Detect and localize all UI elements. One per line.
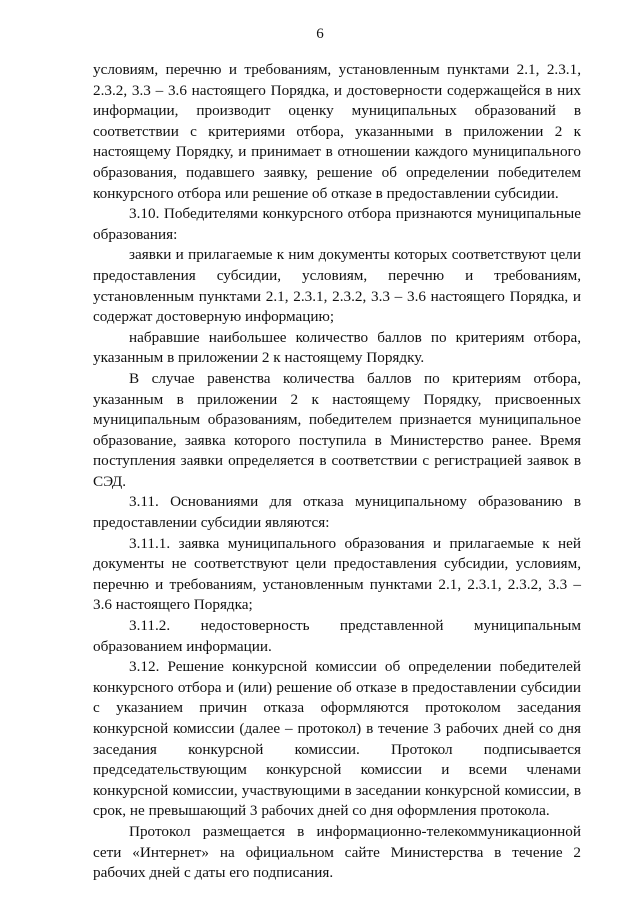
paragraph-3-11-2: 3.11.2. недостоверность представленной муниципальным образованием информации. <box>93 617 581 655</box>
paragraph-3-10-tie-rule: В случае равенства количества баллов по критериям отбора, указанным в приложении 2 к настоящему Порядку, присвоенных муниципальным образованиям, победителем признается муниципальное образование, заявка которого поступила в Министерство ранее. Время поступления заявки определяется в соответствии с регистрацией заявок в СЭД. <box>93 369 581 490</box>
paragraph-3-10: 3.10. Победителями конкурсного отбора признаются муниципальные образования: <box>93 205 581 243</box>
paragraph-3-11-1: 3.11.1. заявка муниципального образования и прилагаемые к ней документы не соответствуют цели предоставления субсидии, условиям, перечню и требованиям, установленным пунктами 2.1, 2.3.1, 2.3.2, 3.3 – 3.6 настоящего Порядка; <box>93 534 581 614</box>
paragraph-3-10-criteria-points: набравшие наибольшее количество баллов по критериям отбора, указанным в приложении 2 к настоящему Порядку. <box>93 328 581 367</box>
paragraph-3-11: 3.11. Основаниями для отказа муниципальному образованию в предоставлении субсидии являются: <box>93 493 581 532</box>
paragraph-3-12: 3.12. Решение конкурсной комиссии об определении победителей конкурсного отбора и (или) решение об отказе в предоставлении субсидии с указанием причин отказа оформляются протоколом заседания конкурсной комиссии (далее – протокол) в течение 3 рабочих дней со дня заседания конкурсной комиссии. Протокол подписывается председательствующим конкурсной комиссии и всеми членами конкурсной комиссии, участвующими в заседании конкурсной комиссии, в срок, не превышающий 3 рабочих дней со дня оформления протокола. <box>93 658 581 820</box>
paragraph-3-12-publication: Протокол размещается в информационно-телекоммуникационной сети «Интернет» на официальном сайте Министерства в течение 2 рабочих дней с даты его подписания. <box>93 822 581 882</box>
page-number: 6 <box>316 26 324 42</box>
paragraph-3-10-criteria-documents: заявки и прилагаемые к ним документы которых соответствуют цели предоставления субсидии, условиям, перечню и требованиям, установленным пунктами 2.1, 2.3.1, 2.3.2, 3.3 – 3.6 настоящего Порядка, и содержат достоверную информацию; <box>93 246 581 326</box>
paragraph-continuation: условиям, перечню и требованиям, установленным пунктами 2.1, 2.3.1, 2.3.2, 3.3 – 3.6 настоящего Порядка, и достоверности содержащейся в них информации, производит оценку муниципальных образований в соответствии с критериями отбора, указанными в приложении 2 к настоящему Порядку, и принимает в отношении каждого муниципального образования, подавшего заявку, решение об определении победителем конкурсного отбора или решение об отказе в предоставлении субсидии. <box>93 61 581 202</box>
document-body <box>93 60 581 884</box>
